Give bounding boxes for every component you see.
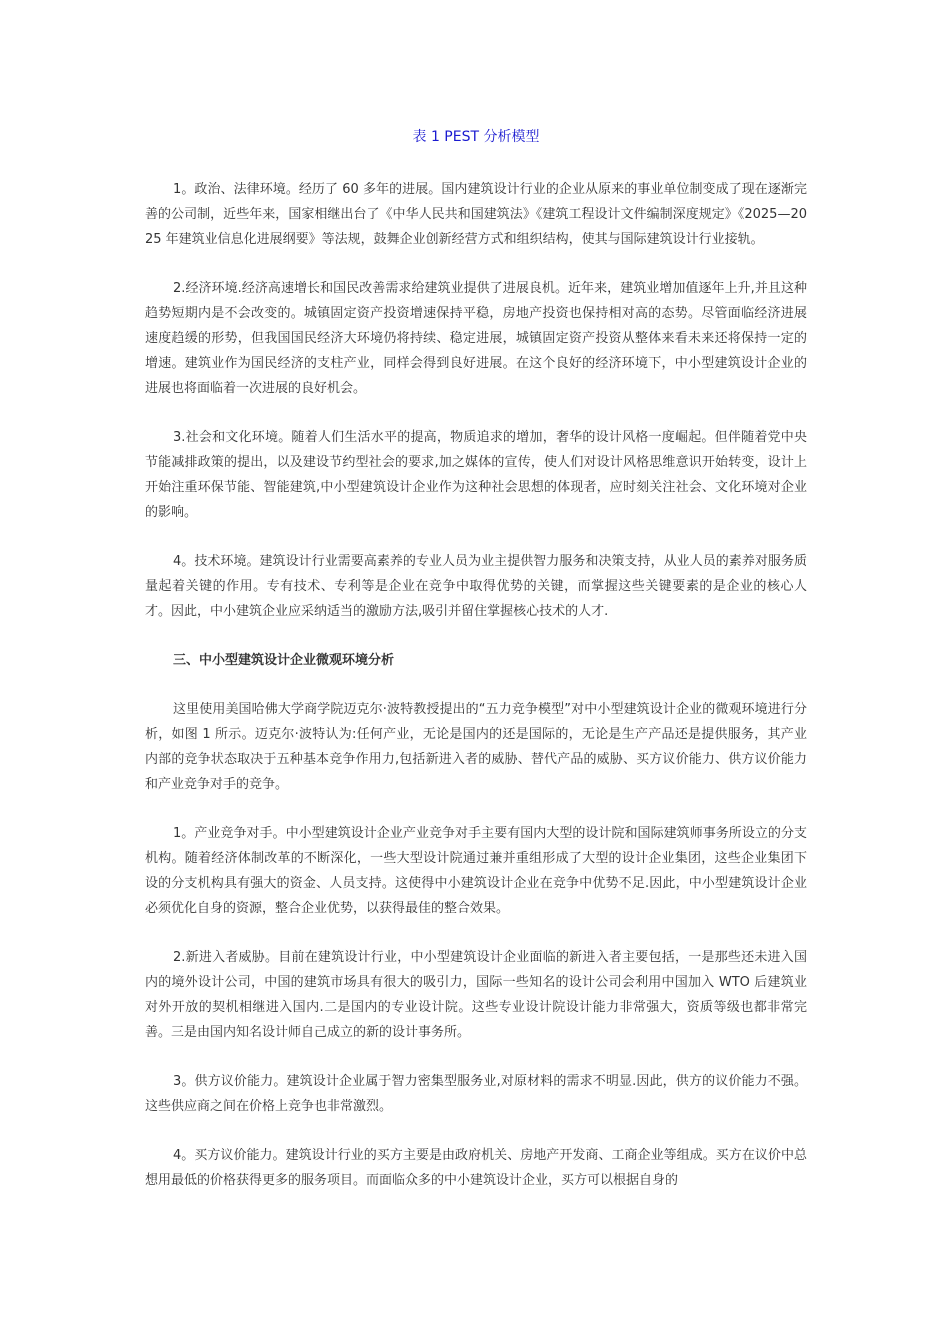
paragraph-technology: 4。技术环境。建筑设计行业需要高素养的专业人员为业主提供智力服务和决策支持，从业人员的素养对服务质量起着关键的作用。专有技术、专利等是企业在竞争中取得优势的关键，而掌握这些关键要素的是企业的核心人才。因此，中小建筑企业应采纳适当的激励方法,吸引并留住掌握核心技术的人才. xyxy=(145,554,807,619)
paragraph-industry-competitors: 1。产业竞争对手。中小型建筑设计企业产业竞争对手主要有国内大型的设计院和国际建筑师事务所设立的分支机构。随着经济体制改革的不断深化，一些大型设计院通过兼并重组形成了大型的设计企业集团，这些企业集团下设的分支机构具有强大的资金、人员支持。这使得中小建筑设计企业在竞争中优势不足.因此，中小型建筑设计企业必须优化自身的资源，整合企业优势，以获得最佳的整合效果。 xyxy=(145,826,807,916)
section-heading: 三、中小型建筑设计企业微观环境分析 xyxy=(173,653,395,668)
paragraph-five-forces-intro: 这里使用美国哈佛大学商学院迈克尔·波特教授提出的“五力竞争模型”对中小型建筑设计企业的微观环境进行分析，如图 1 所示。迈克尔·波特认为:任何产业，无论是国内的还是国际的，无论是生产产品还是提供服务，其产业内部的竞争状态取决于五种基本竞争作用力,包括新进入者的威胁、替代产品的威胁、买方议价能力、供方议价能力和产业竞争对手的竞争。 xyxy=(145,702,807,792)
document-body xyxy=(145,125,807,1217)
paragraph-new-entrants: 2.新进入者威胁。目前在建筑设计行业，中小型建筑设计企业面临的新进入者主要包括，一是那些还未进入国内的境外设计公司，中国的建筑市场具有很大的吸引力，国际一些知名的设计公司会利用中国加入 WTO 后建筑业对外开放的契机相继进入国内.二是国内的专业设计院。这些专业设计院设计能力非常强大，资质等级也都非常完善。三是由国内知名设计师自己成立的新的设计事务所。 xyxy=(145,950,807,1040)
paragraph-social-cultural: 3.社会和文化环境。随着人们生活水平的提高，物质追求的增加，奢华的设计风格一度崛起。但伴随着党中央节能减排政策的提出，以及建设节约型社会的要求,加之媒体的宣传，使人们对设计风格思维意识开始转变，设计上开始注重环保节能、智能建筑,中小型建筑设计企业作为这种社会思想的体现者，应时刻关注社会、文化环境对企业的影响。 xyxy=(145,430,807,520)
paragraph-economic: 2.经济环境.经济高速增长和国民改善需求给建筑业提供了进展良机。近年来，建筑业增加值逐年上升,并且这种趋势短期内是不会改变的。城镇固定资产投资增速保持平稳，房地产投资也保持相对高的态势。尽管面临经济进展速度趋缓的形势，但我国国民经济大环境仍将持续、稳定进展，城镇固定资产投资从整体来看未来还将保持一定的增速。建筑业作为国民经济的支柱产业，同样会得到良好进展。在这个良好的经济环境下，中小型建筑设计企业的进展也将面临着一次进展的良好机会。 xyxy=(145,281,807,396)
paragraph-supplier-power: 3。供方议价能力。建筑设计企业属于智力密集型服务业,对原材料的需求不明显.因此，供方的议价能力不强。这些供应商之间在价格上竞争也非常激烈。 xyxy=(145,1074,807,1114)
paragraph-political-legal: 1。政治、法律环境。经历了 60 多年的进展。国内建筑设计行业的企业从原来的事业单位制变成了现在逐渐完善的公司制，近些年来，国家相继出台了《中华人民共和国建筑法》《建筑工程设计文件编制深度规定》《2025—2025 年建筑业信息化进展纲要》等法规，鼓舞企业创新经营方式和组织结构，使其与国际建筑设计行业接轨。 xyxy=(145,182,807,247)
table-caption: 表 1 PEST 分析模型 xyxy=(412,129,540,145)
paragraph-buyer-power: 4。买方议价能力。建筑设计行业的买方主要是由政府机关、房地产开发商、工商企业等组成。买方在议价中总想用最低的价格获得更多的服务项目。而面临众多的中小建筑设计企业，买方可以根据自身的 xyxy=(145,1148,807,1188)
